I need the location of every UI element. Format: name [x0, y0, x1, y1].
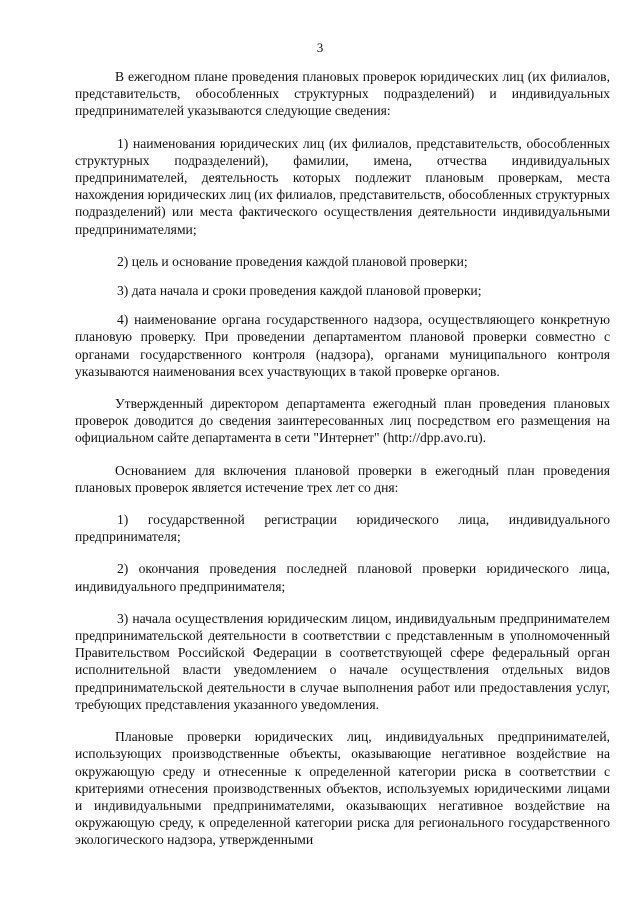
- paragraph-risk-category-inspections: Плановые проверки юридических лиц, индивидуальных предпринимателей, использующих производственные объекты, оказывающие негативное воздействие на окружающую среду и отнесенные к определенной категории риска в соответствии с критериями отнесения производственных объектов, используемых юридическими лицами и индивидуальными предпринимателями, оказывающих негативное воздействие на окружающую среду, к определенной категории риска для регионального государственного экологического надзора, утвержденными: [75, 729, 610, 848]
- paragraph-item-1-names: 1) наименования юридических лиц (их филиалов, представительств, обособленных структурных подразделений), фамилии, имена, отчества индивидуальных предпринимателей, деятельность которых подлежит плановым проверкам, места нахождения юридических лиц (их филиалов, представительств, обособленных структурных подразделений) или места фактического осуществления деятельности индивидуальными предпринимателями;: [75, 135, 610, 237]
- paragraph-inclusion-basis: Основанием для включения плановой проверки в ежегодный план проведения плановых проверок является истечение трех лет со дня:: [75, 462, 610, 495]
- document-body: [75, 68, 610, 864]
- paragraph-item-2-purpose: 2) цель и основание проведения каждой плановой проверки;: [117, 253, 468, 269]
- paragraph-plan-contents-intro: В ежегодном плане проведения плановых проверок юридических лиц (их филиалов, представительств, обособленных структурных подразделений) и индивидуальных предпринимателей указываются следующие сведения:: [75, 69, 610, 119]
- paragraph-plan-publication: Утвержденный директором департамента ежегодный план проведения плановых проверок доводится до сведения заинтересованных лиц посредством его размещения на официальном сайте департамента в сети "Интернет" (http://dpp.avo.ru).: [75, 396, 610, 446]
- page-number: 3: [316, 40, 324, 55]
- paragraph-item-3-dates: 3) дата начала и сроки проведения каждой плановой проверки;: [117, 283, 482, 299]
- paragraph-item-4-authority: 4) наименование органа государственного надзора, осуществляющего конкретную плановую проверку. При проведении департаментом плановой проверки совместно с органами государственного контроля (надзора), органами муниципального контроля указываются наименования всех участвующих в такой проверке органов.: [75, 312, 610, 379]
- paragraph-basis-item-2: 2) окончания проведения последней плановой проверки юридического лица, индивидуального предпринимателя;: [75, 561, 610, 594]
- paragraph-basis-item-1: 1) государственной регистрации юридического лица, индивидуального предпринимателя;: [75, 512, 610, 545]
- paragraph-basis-item-3: 3) начала осуществления юридическим лицом, индивидуальным предпринимателем предпринимательской деятельности в соответствии с представленным в уполномоченный Правительством Российской Федерации в соответствующей сфере федеральный орган исполнительной власти уведомлением о начале осуществления отдельных видов предпринимательской деятельности в случае выполнения работ или предоставления услуг, требующих представления указанного уведомления.: [75, 610, 610, 712]
